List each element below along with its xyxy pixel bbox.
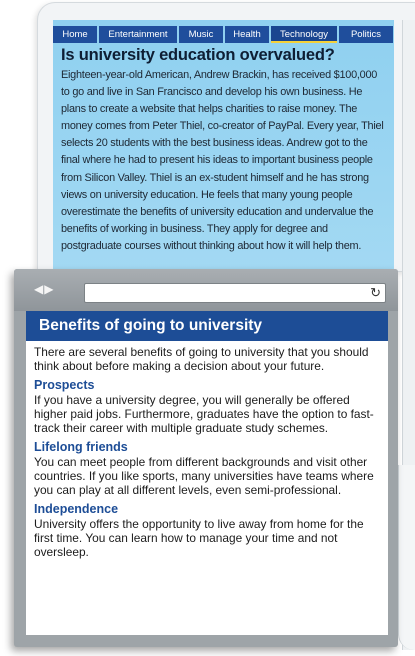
tab-health[interactable]: Health	[225, 26, 269, 43]
browser-toolbar	[14, 269, 398, 311]
section-heading: Independence	[34, 502, 119, 516]
intro-text: There are several benefits of going to university that you should think about before making a decision about your future.	[34, 345, 369, 373]
device-corner	[398, 465, 415, 650]
arrow-left-icon[interactable]: ◀	[34, 282, 45, 296]
tab-politics[interactable]: Politics	[339, 26, 393, 43]
page-header: Benefits of going to university	[26, 311, 388, 341]
top-nav	[53, 26, 394, 43]
section-heading: Prospects	[34, 378, 95, 392]
arrow-right-icon[interactable]: ▶	[44, 282, 55, 296]
tab-technology[interactable]: Technology	[271, 26, 337, 43]
browser-content	[26, 311, 388, 635]
tab-entertainment[interactable]: Entertainment	[99, 26, 177, 43]
section-text: University offers the opportunity to live away from home for the first time. You can learn how to manage your time and not oversleep.	[34, 517, 364, 559]
nav-arrows	[34, 282, 54, 296]
tab-music[interactable]: Music	[179, 26, 223, 43]
page-content	[34, 345, 382, 564]
tab-home[interactable]: Home	[53, 26, 97, 43]
browser-window	[14, 269, 398, 647]
address-bar[interactable]	[84, 283, 386, 303]
section-text: If you have a university degree, you will generally be offered higher paid jobs. Furthermore, graduates have the option to fast-track their career with multiple graduate study schemes.	[34, 393, 374, 435]
section-text: You can meet people from different backgrounds and visit other countries. If you like sports, many universities have teams where you can play at all different levels, even semi-professional.	[34, 455, 374, 497]
article-title: Is university education overvalued?	[61, 46, 335, 64]
refresh-icon[interactable]: ↻	[370, 285, 381, 300]
article-screen	[53, 20, 394, 272]
article-body: Eighteen-year-old American, Andrew Brackin, has received $100,000 to go and live in San Francisco and develop his own business. He plans to create a website that helps charities to raise money. The money comes from Peter Thiel, co-creator of PayPal. Every year, Thiel selects 20 students with the best business ideas. Andrew got to the final where he had to present his ideas to important business people from Silicon Valley. Thiel is an ex-student himself and he has strong views on university education. He feels that many young people overestimate the benefits of university education and undervalue the benefits of working in business. They apply for degree and postgraduate courses without thinking about how it will help them.	[61, 69, 384, 252]
section-heading: Lifelong friends	[34, 440, 128, 454]
